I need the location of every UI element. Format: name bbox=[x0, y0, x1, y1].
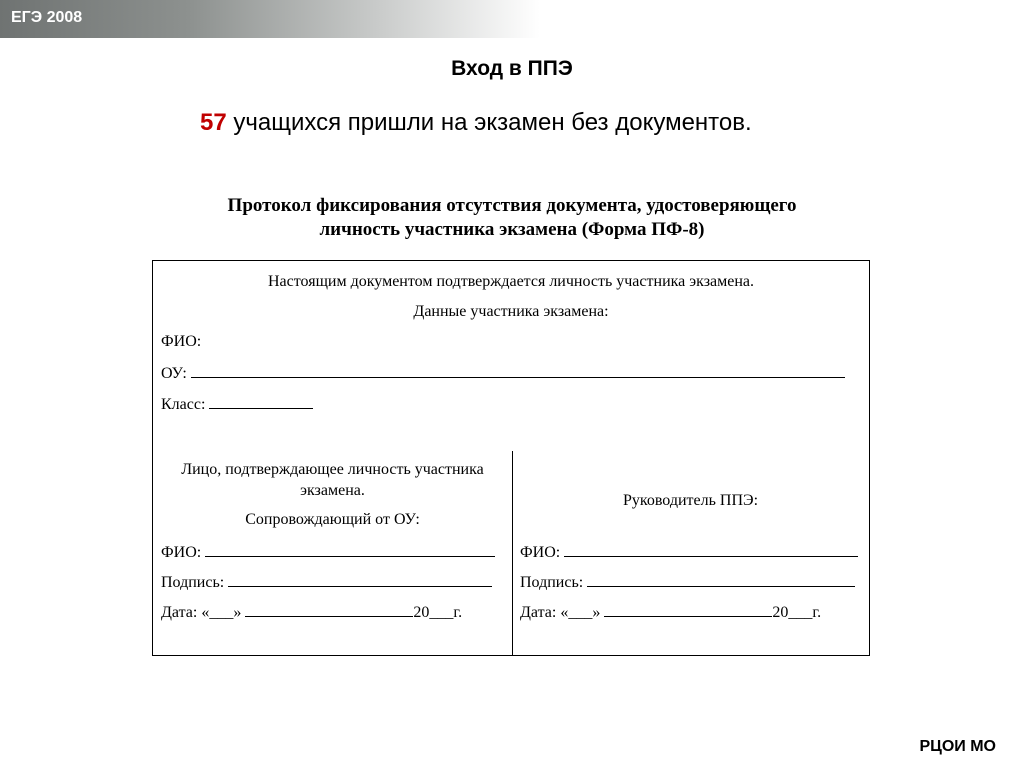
document-title-line2: личность участника экзамена (Форма ПФ-8) bbox=[319, 219, 705, 240]
right-fio-line bbox=[564, 541, 858, 557]
right-sign-line bbox=[587, 571, 855, 587]
stat-text: учащихся пришли на экзамен без документов. bbox=[226, 109, 752, 136]
left-fio-row bbox=[161, 541, 495, 562]
left-date-suffix: 20___г. bbox=[413, 604, 463, 621]
document-title-line1: Протокол фиксирования отсутствия документа, удостоверяющего bbox=[227, 195, 797, 216]
escort-heading: Сопровождающий от ОУ: bbox=[245, 511, 420, 528]
right-fio-row bbox=[520, 541, 858, 562]
right-date-row bbox=[520, 601, 821, 622]
left-date-line bbox=[245, 601, 413, 617]
right-sign-row bbox=[520, 571, 855, 592]
left-fio-label: ФИО: bbox=[161, 544, 202, 561]
participant-class-label: Класс: bbox=[161, 396, 206, 413]
confirmation-text: Настоящим документом подтверждается личность участника экзамена. bbox=[268, 273, 754, 290]
right-date-line bbox=[604, 601, 772, 617]
left-fio-line bbox=[205, 541, 495, 557]
exam-year-label: ЕГЭ 2008 bbox=[11, 9, 83, 26]
column-divider bbox=[512, 451, 513, 656]
stat-line bbox=[200, 109, 752, 137]
left-heading-line1: Лицо, подтверждающее личность участника bbox=[181, 461, 484, 478]
right-fio-label: ФИО: bbox=[520, 544, 561, 561]
left-sign-label: Подпись: bbox=[161, 574, 225, 591]
participant-fio-label: ФИО: bbox=[161, 333, 202, 350]
right-date-suffix: 20___г. bbox=[772, 604, 822, 621]
class-field-line bbox=[209, 393, 313, 409]
participant-ou-row bbox=[161, 362, 845, 383]
ppe-head-heading: Руководитель ППЭ: bbox=[622, 492, 759, 509]
slide-title: Вход в ППЭ bbox=[451, 57, 573, 80]
left-date-prefix: Дата: «___» bbox=[161, 604, 242, 621]
right-date-prefix: Дата: «___» bbox=[520, 604, 601, 621]
participant-class-row bbox=[161, 393, 313, 414]
left-sign-row bbox=[161, 571, 492, 592]
ou-field-line bbox=[191, 362, 845, 378]
footer-org-label: РЦОИ МО bbox=[919, 738, 996, 755]
stat-number: 57 bbox=[200, 109, 227, 136]
right-sign-label: Подпись: bbox=[520, 574, 584, 591]
document-title bbox=[150, 194, 874, 242]
participant-data-header: Данные участника экзамена: bbox=[413, 303, 609, 320]
left-sign-line bbox=[228, 571, 492, 587]
protocol-form bbox=[152, 260, 870, 656]
header-bar bbox=[0, 0, 540, 38]
participant-ou-label: ОУ: bbox=[161, 365, 187, 382]
left-heading-line2: экзамена. bbox=[300, 482, 365, 499]
left-date-row bbox=[161, 601, 462, 622]
